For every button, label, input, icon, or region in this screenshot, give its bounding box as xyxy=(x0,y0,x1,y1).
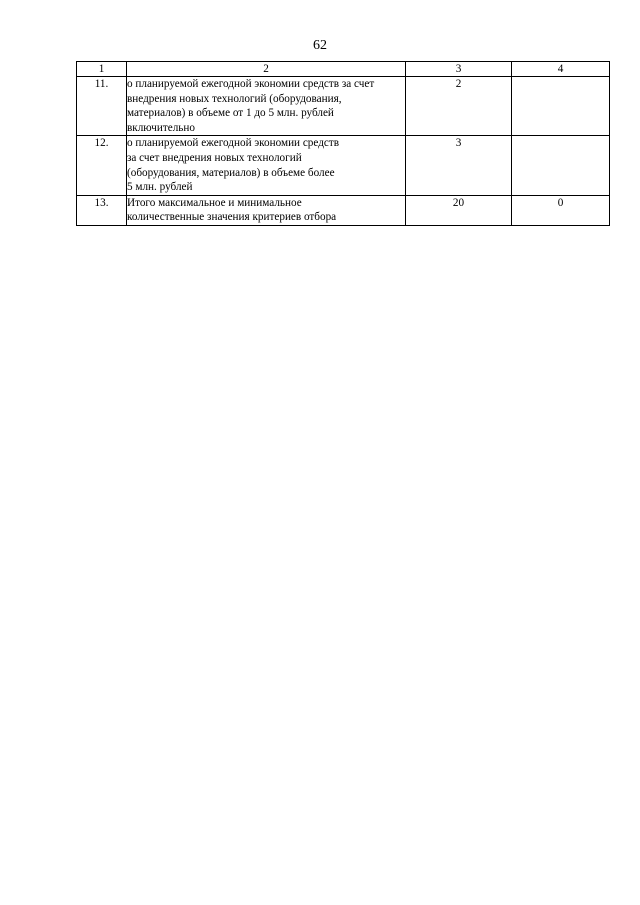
page-number: 62 xyxy=(313,38,327,53)
table-row xyxy=(77,77,610,136)
row-number: 11. xyxy=(77,77,127,136)
max-value: 20 xyxy=(406,195,512,225)
criterion-text xyxy=(127,195,406,225)
criterion-text-content: о планируемой ежегодной экономии средств за счет внедрения новых технологий (оборудования, материалов) в объеме более 5 млн. рублей xyxy=(127,137,340,194)
criterion-text-content: Итого максимальное и минимальное количественные значения критериев отбора xyxy=(127,196,337,224)
criterion-text-content: о планируемой ежегодной экономии средств за счет внедрения новых технологий (оборудования, материалов) в объеме от 1 до 5 млн. рублей включительно xyxy=(127,78,375,134)
table-row xyxy=(77,195,610,225)
min-value: 0 xyxy=(512,195,610,225)
criterion-text xyxy=(127,77,406,136)
criteria-table xyxy=(76,61,610,226)
table-header-row xyxy=(77,62,610,77)
column-header-4: 4 xyxy=(512,62,610,77)
min-value xyxy=(512,77,610,136)
row-number: 13. xyxy=(77,195,127,225)
column-header-1: 1 xyxy=(77,62,127,77)
column-header-2: 2 xyxy=(127,62,406,77)
table-row xyxy=(77,136,610,195)
max-value: 3 xyxy=(406,136,512,195)
min-value xyxy=(512,136,610,195)
max-value: 2 xyxy=(406,77,512,136)
column-header-3: 3 xyxy=(406,62,512,77)
criterion-text xyxy=(127,136,406,195)
row-number: 12. xyxy=(77,136,127,195)
